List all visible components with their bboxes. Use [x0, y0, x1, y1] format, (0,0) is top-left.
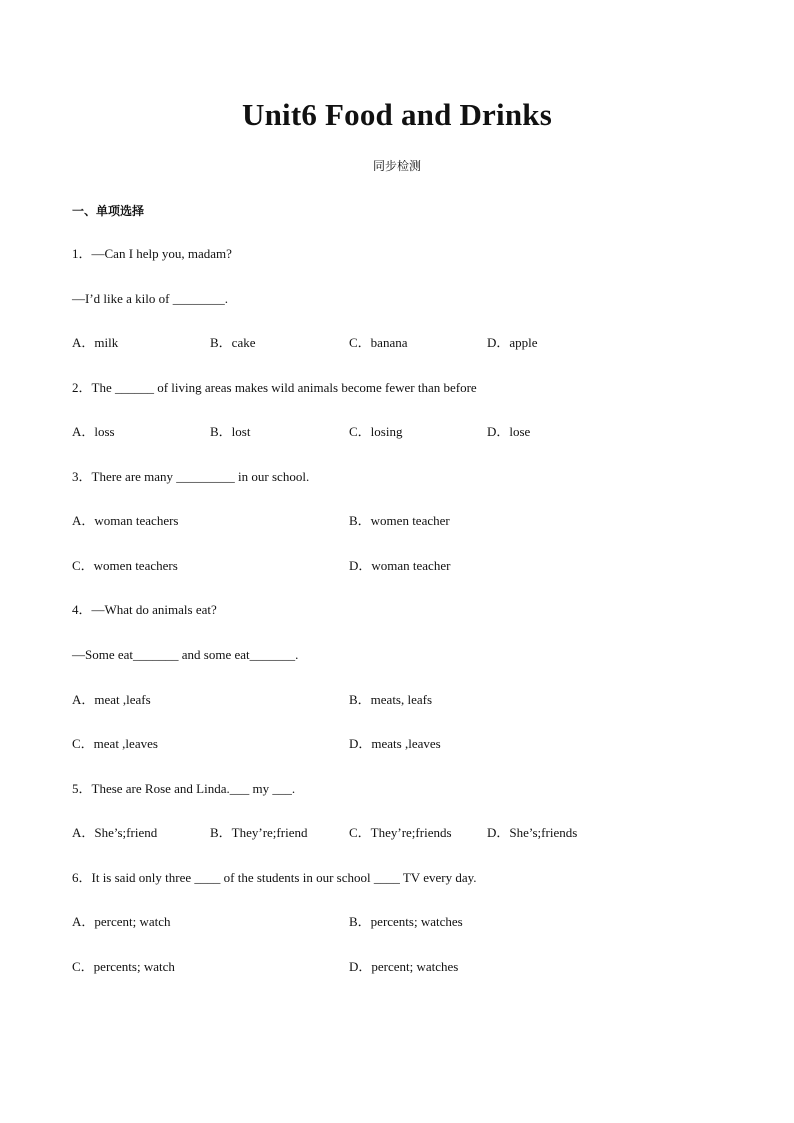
- question-3-option-a: A．woman teachers: [72, 513, 179, 528]
- question-6-option-a: A．percent; watch: [72, 914, 171, 929]
- question-1-stem-reply: —I’d like a kilo of ________.: [72, 291, 228, 306]
- page-title: Unit6 Food and Drinks: [242, 97, 552, 132]
- question-3-option-c: C．women teachers: [72, 558, 178, 573]
- question-5-option-b: B．They’re;friend: [210, 825, 308, 840]
- question-5-option-a: A．She’s;friend: [72, 825, 158, 840]
- question-4-stem-reply: —Some eat_______ and some eat_______.: [72, 647, 299, 662]
- question-2-option-b: B．lost: [210, 424, 251, 439]
- question-3-option-d: D．woman teacher: [349, 558, 451, 573]
- question-2-option-c: C．losing: [349, 424, 403, 439]
- question-1-stem: 1．—Can I help you, madam?: [72, 246, 232, 261]
- question-1-option-c: C．banana: [349, 335, 408, 350]
- question-5-stem: 5．These are Rose and Linda.___ my ___.: [72, 781, 296, 796]
- question-4-option-a: A．meat ,leafs: [72, 692, 151, 707]
- question-3-stem: 3．There are many _________ in our school.: [72, 469, 310, 484]
- question-1-option-d: D．apple: [487, 335, 538, 350]
- page-subtitle: 同步检测: [372, 159, 421, 173]
- question-6-option-c: C．percents; watch: [72, 959, 175, 974]
- question-2-stem: 2．The ______ of living areas makes wild animals become fewer than before: [72, 380, 477, 395]
- question-3-option-b: B．women teacher: [349, 513, 450, 528]
- question-6-option-b: B．percents; watches: [349, 914, 463, 929]
- question-4-stem: 4．—What do animals eat?: [72, 602, 217, 617]
- question-6-stem: 6．It is said only three ____ of the students in our school ____ TV every day.: [72, 870, 477, 885]
- question-4-option-d: D．meats ,leaves: [349, 736, 441, 751]
- question-4-option-c: C．meat ,leaves: [72, 736, 158, 751]
- question-1-option-b: B．cake: [210, 335, 256, 350]
- question-6-option-d: D．percent; watches: [349, 959, 459, 974]
- question-1-option-a: A．milk: [72, 335, 119, 350]
- question-5-option-c: C．They’re;friends: [349, 825, 452, 840]
- question-5-option-d: D．She’s;friends: [487, 825, 578, 840]
- question-2-option-d: D．lose: [487, 424, 531, 439]
- question-2-option-a: A．loss: [72, 424, 115, 439]
- section-heading: 一、单项选择: [72, 204, 145, 218]
- question-4-option-b: B．meats, leafs: [349, 692, 433, 707]
